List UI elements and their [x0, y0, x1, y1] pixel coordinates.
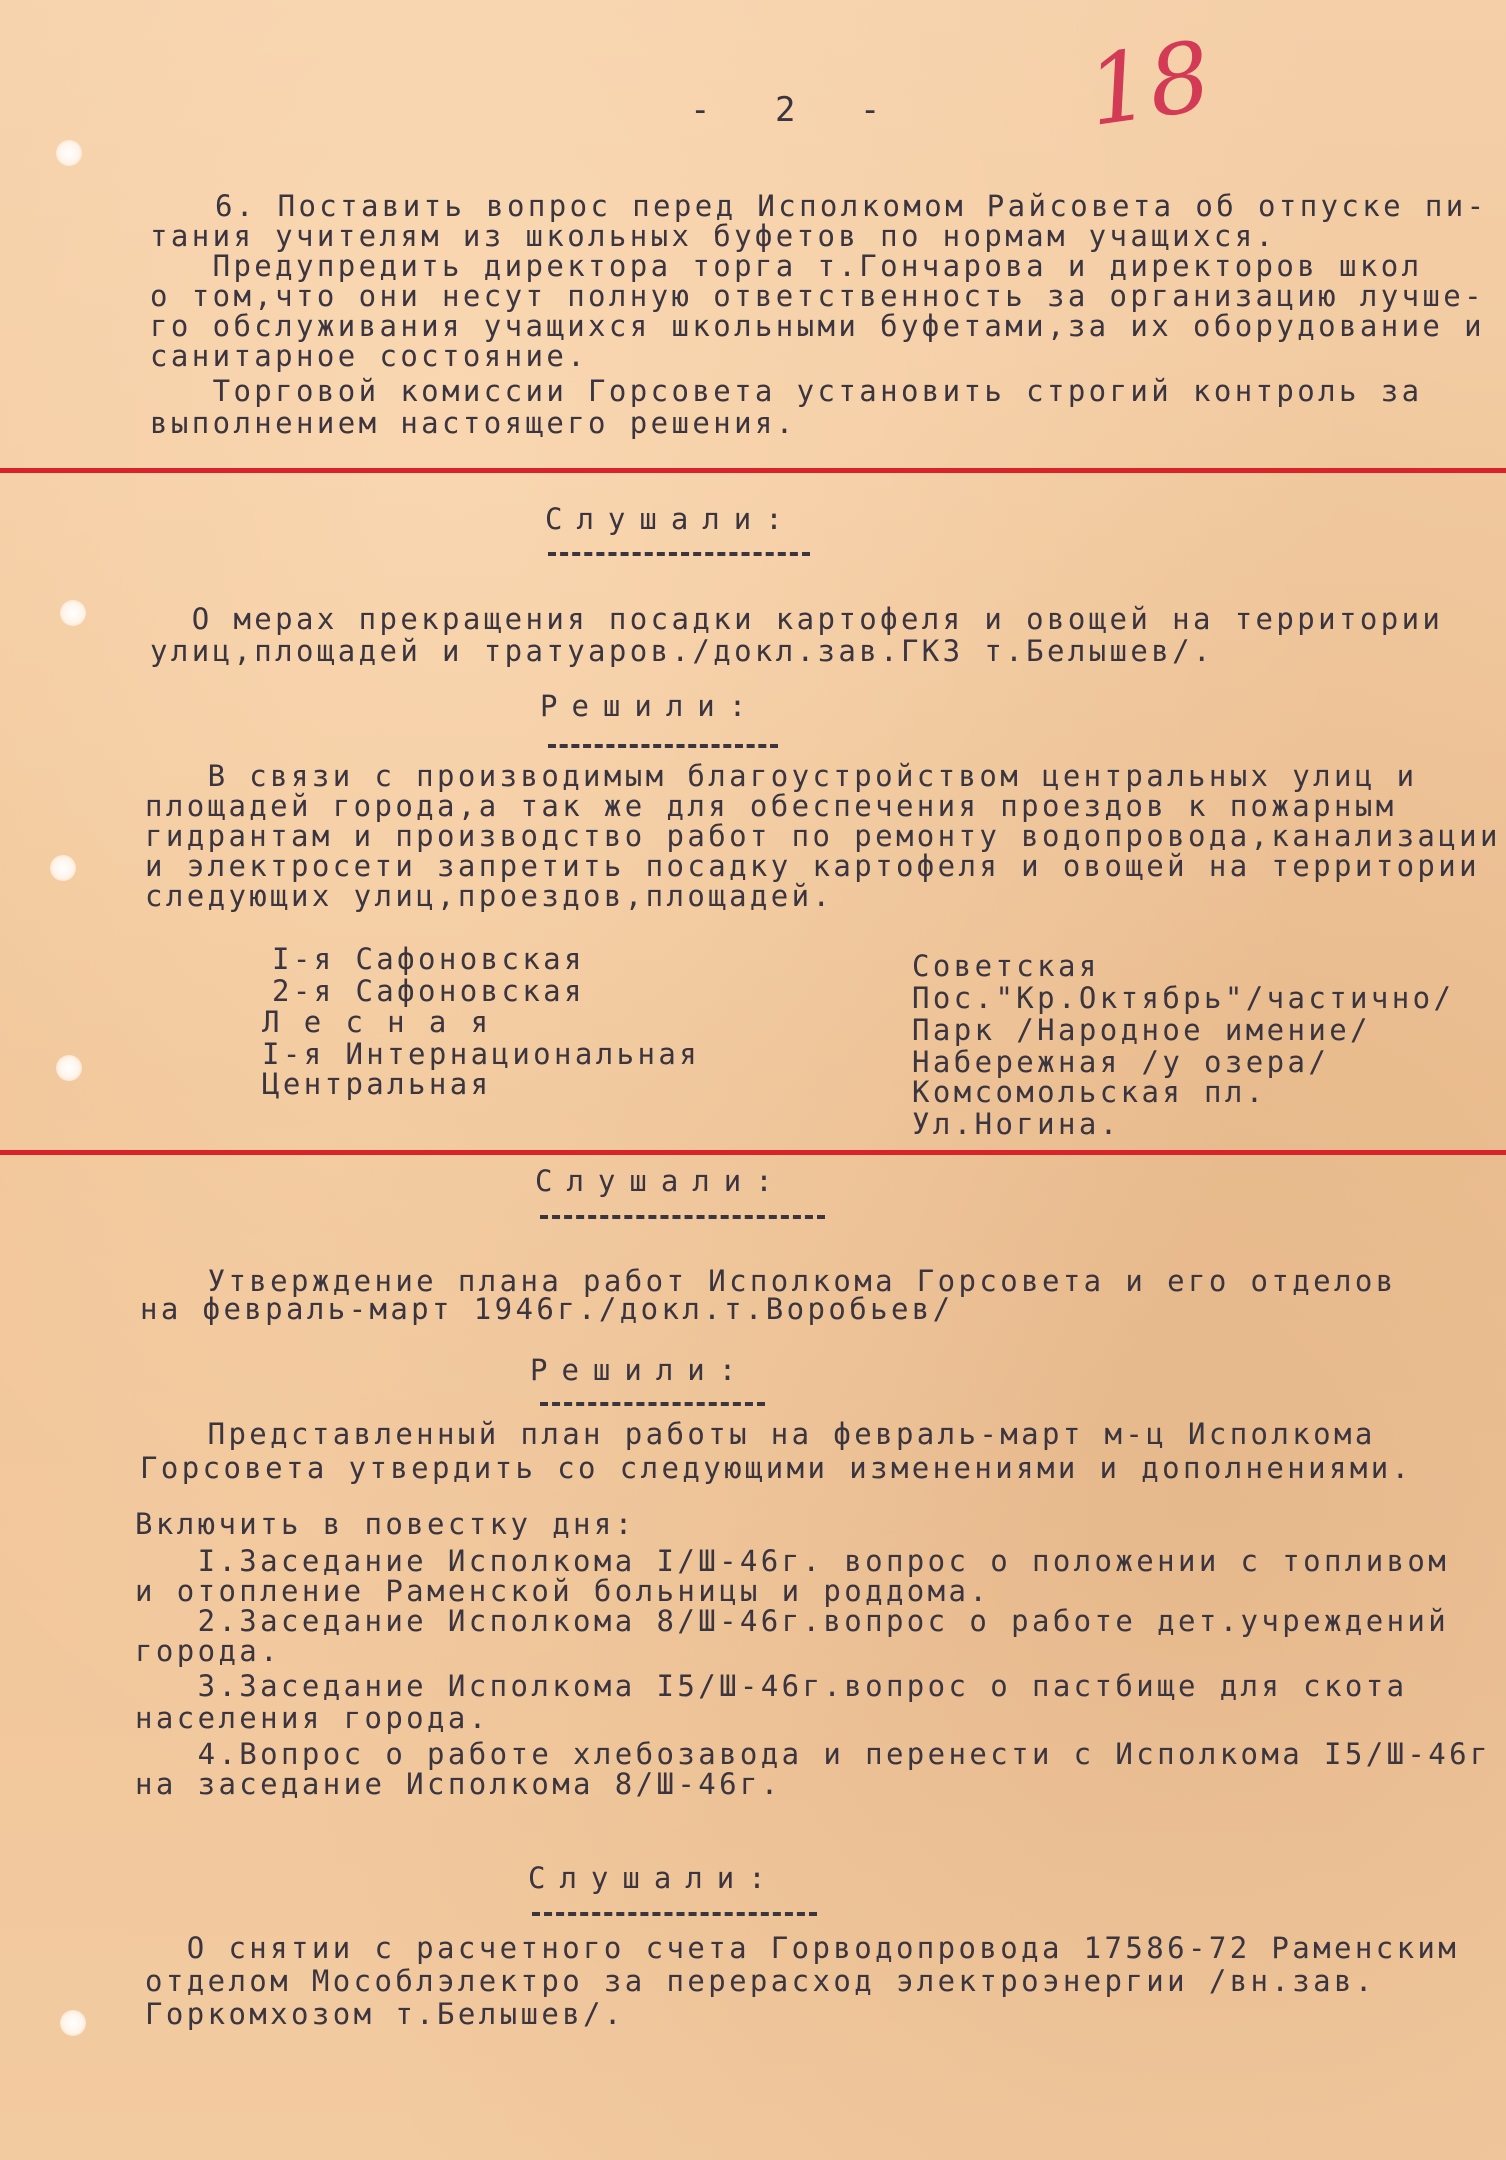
text-line: тания учителям из школьных буфетов по нормам учащихся. — [150, 219, 1277, 253]
street-item: Л е с н а я — [262, 1005, 492, 1039]
text-line: о том,что они несут полную ответственность за организацию лучше- — [150, 279, 1486, 313]
decided-heading: Решили: — [540, 689, 761, 723]
punch-hole — [56, 1055, 82, 1081]
decided-text: В связи с производимым благоустройством центральных улиц и — [145, 759, 1418, 793]
heard-text: улиц,площадей и тратуаров./докл.зав.ГКЗ т.Белышев/. — [150, 634, 1214, 668]
agenda-line: Включить в повестку дня: — [135, 1507, 636, 1541]
decided-heading: Решили: — [530, 1353, 751, 1387]
heard-text: Горкомхозом т.Белышев/. — [145, 1997, 625, 2031]
heard-text: О мерах прекращения посадки картофеля и овощей на территории — [150, 602, 1444, 636]
decided-text: площадей города,а так же для обеспечения проездов к пожарным — [145, 789, 1397, 823]
agenda-line: I.Заседание Исполкома I/Ш-46г. вопрос о положении с топливом — [135, 1544, 1450, 1578]
decided-text: Представленный план работы на февраль-март м-ц Исполкома — [145, 1417, 1376, 1451]
heard-heading: Слушали: — [528, 1861, 780, 1895]
street-item: I-я Интернациональная — [262, 1037, 701, 1071]
text-line: выполнением настоящего решения. — [150, 406, 797, 440]
street-item: Центральная — [262, 1067, 492, 1101]
heading-underline — [548, 744, 778, 748]
street-item: Советская — [912, 949, 1100, 983]
red-divider — [0, 1150, 1506, 1155]
handwritten-page-number: 18 — [1080, 20, 1218, 148]
text-line: 6. Поставить вопрос перед Исполкомом Райсовета об отпуске пи- — [215, 189, 1488, 223]
text-line: Торговой комиссии Горсовета установить строгий контроль за — [150, 374, 1423, 408]
decided-text: и электросети запретить посадку картофеля и овощей на территории — [145, 849, 1481, 883]
agenda-line: на заседание Исполкома 8/Ш-46г. — [135, 1767, 782, 1801]
street-item: Парк /Народное имение/ — [912, 1013, 1371, 1047]
agenda-line: города. — [135, 1634, 282, 1668]
heading-underline — [532, 1912, 817, 1916]
heard-text: отделом Мособлэлектро за перерасход электроэнергии /вн.зав. — [145, 1964, 1376, 1998]
punch-hole — [50, 855, 76, 881]
page-number: - 2 - — [690, 90, 903, 130]
punch-hole — [56, 140, 82, 166]
heard-text: Утверждение плана работ Исполкома Горсовета и его отделов — [145, 1264, 1397, 1298]
heard-text: на февраль-март 1946г./докл.т.Воробьев/ — [140, 1292, 954, 1326]
text-line: Предупредить директора торга т.Гончарова и директоров школ — [150, 249, 1423, 283]
street-item: I-я Сафоновская — [272, 942, 585, 976]
street-item: Ул.Ногина. — [912, 1107, 1121, 1141]
heading-underline — [540, 1402, 765, 1406]
punch-hole — [60, 2010, 86, 2036]
decided-text: следующих улиц,проездов,площадей. — [145, 879, 834, 913]
heading-underline — [548, 552, 810, 556]
agenda-line: 4.Вопрос о работе хлебозавода и перенести с Исполкома I5/Ш-46г — [135, 1737, 1491, 1771]
street-item: Комсомольская пл. — [912, 1075, 1267, 1109]
text-line: го обслуживания учащихся школьными буфетами,за их оборудование и — [150, 309, 1486, 343]
street-item: Пос."Кр.Октябрь"/частично/ — [912, 981, 1455, 1015]
agenda-line: 3.Заседание Исполкома I5/Ш-46г.вопрос о пастбище для скота — [135, 1669, 1408, 1703]
decided-text: Горсовета утвердить со следующими изменениями и дополнениями. — [140, 1451, 1413, 1485]
heard-heading: Слушали: — [535, 1164, 787, 1198]
text-line: санитарное состояние. — [150, 339, 589, 373]
heading-underline — [540, 1215, 825, 1219]
street-item: Набережная /у озера/ — [912, 1045, 1330, 1079]
agenda-line: 2.Заседание Исполкома 8/Ш-46г.вопрос о работе дет.учреждений — [135, 1604, 1450, 1638]
agenda-line: населения города. — [135, 1701, 490, 1735]
agenda-line: и отопление Раменской больницы и роддома. — [135, 1574, 991, 1608]
street-item: 2-я Сафоновская — [272, 974, 585, 1008]
heard-heading: Слушали: — [545, 502, 797, 536]
heard-text: О снятии с расчетного счета Горводопровода 17586-72 Раменским — [145, 1931, 1460, 1965]
punch-hole — [60, 600, 86, 626]
red-divider — [0, 468, 1506, 473]
decided-text: гидрантам и производство работ по ремонту водопровода,канализации — [145, 819, 1501, 853]
